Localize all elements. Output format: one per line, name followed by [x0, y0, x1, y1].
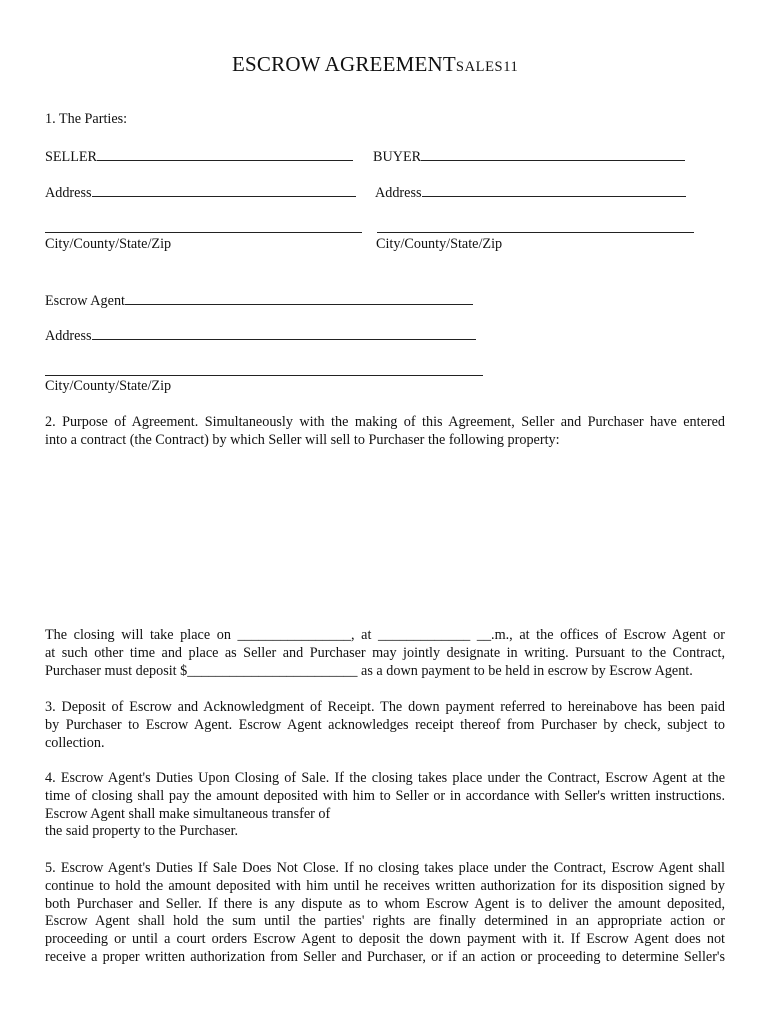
- text-line: the said property to the Purchaser.: [45, 823, 239, 840]
- text-line: by Purchaser to Escrow Agent. Escrow Agent acknowledges receipt thereof from Purchaser by check, subject to: [45, 716, 725, 733]
- text-line: both Purchaser and Seller. If there is any dispute as to whom Escrow Agent is to deliver the amount deposited,: [45, 895, 725, 912]
- seller-city-label: City/County/State/Zip: [45, 236, 172, 252]
- escrow-agent-label: Escrow Agent: [45, 293, 125, 309]
- seller-address-blank[interactable]: [92, 182, 356, 197]
- text-line: time of closing shall pay the amount deposited with him to Seller or in accordance with Seller's written instructions.: [45, 787, 725, 804]
- text-line: collection.: [45, 734, 105, 751]
- text-line: 4. Escrow Agent's Duties Upon Closing of Sale. If the closing takes place under the Contract, Escrow Agent at the: [45, 770, 725, 786]
- form-code: SALES11: [455, 59, 519, 75]
- buyer-address-label: Address: [375, 185, 422, 201]
- escrow-agent-field: [45, 290, 473, 310]
- seller-field: [45, 146, 353, 166]
- seller-label: SELLER: [45, 149, 98, 165]
- duties-no-close-paragraph: [45, 860, 725, 967]
- escrow-address-field: [45, 325, 476, 345]
- text-line: at such other time and place as Seller and Purchaser may jointly designate in writing. Pursuant to the Contract,: [45, 644, 725, 661]
- buyer-address-blank[interactable]: [422, 182, 686, 197]
- seller-address-field: [45, 182, 356, 202]
- seller-city-blank[interactable]: [45, 232, 362, 233]
- purpose-paragraph: [45, 414, 725, 450]
- seller-blank[interactable]: [97, 146, 353, 161]
- text-line: 3. Deposit of Escrow and Acknowledgment of Receipt. The down payment referred to hereinabove has been paid: [45, 699, 725, 715]
- text-line: The closing will take place on ________________, at _____________ __.m., at the offices of Escrow Agent or: [45, 627, 725, 643]
- text-line: Escrow Agent shall hold the sum until the parties' rights are finally determined in an appropriate action or: [45, 913, 725, 930]
- buyer-field: [373, 146, 685, 166]
- deposit-paragraph: [45, 699, 725, 752]
- buyer-label: BUYER: [373, 149, 422, 165]
- escrow-address-blank[interactable]: [92, 325, 476, 340]
- duties-closing-paragraph: [45, 770, 725, 841]
- text-line: Purchaser must deposit $________________________ as a down payment to be held in escrow by Escrow Agent.: [45, 662, 693, 679]
- text-line: continue to hold the amount deposited with him until he receives written authorization for its disposition signed by: [45, 877, 725, 894]
- text-line: into a contract (the Contract) by which Seller will sell to Purchaser the following property:: [45, 431, 560, 448]
- buyer-city-blank[interactable]: [377, 232, 694, 233]
- text-line: receive a proper written authorization from Seller and Purchaser, or if an action or proceeding to determine Seller's: [45, 948, 725, 965]
- closing-paragraph: [45, 627, 725, 680]
- text-line: proceeding or until a court orders Escrow Agent to deposit the down payment with it. If Escrow Agent does not: [45, 931, 725, 948]
- buyer-city-label: City/County/State/Zip: [376, 236, 503, 252]
- escrow-address-label: Address: [45, 328, 92, 344]
- text-line: 5. Escrow Agent's Duties If Sale Does Not Close. If no closing takes place under the Contract, Escrow Agent shall: [45, 860, 725, 876]
- seller-address-label: Address: [45, 185, 92, 201]
- buyer-blank[interactable]: [421, 146, 685, 161]
- text-line: Escrow Agent shall make simultaneous transfer of: [45, 805, 331, 822]
- parties-heading: 1. The Parties:: [45, 111, 128, 127]
- escrow-city-label: City/County/State/Zip: [45, 378, 172, 394]
- buyer-address-field: [375, 182, 686, 202]
- escrow-agent-blank[interactable]: [125, 290, 473, 305]
- escrow-city-blank[interactable]: [45, 375, 483, 376]
- text-line: 2. Purpose of Agreement. Simultaneously with the making of this Agreement, Seller and Purchaser have entered: [45, 414, 725, 430]
- title-text: ESCROW AGREEMENT: [232, 52, 456, 76]
- document-title: [232, 52, 518, 77]
